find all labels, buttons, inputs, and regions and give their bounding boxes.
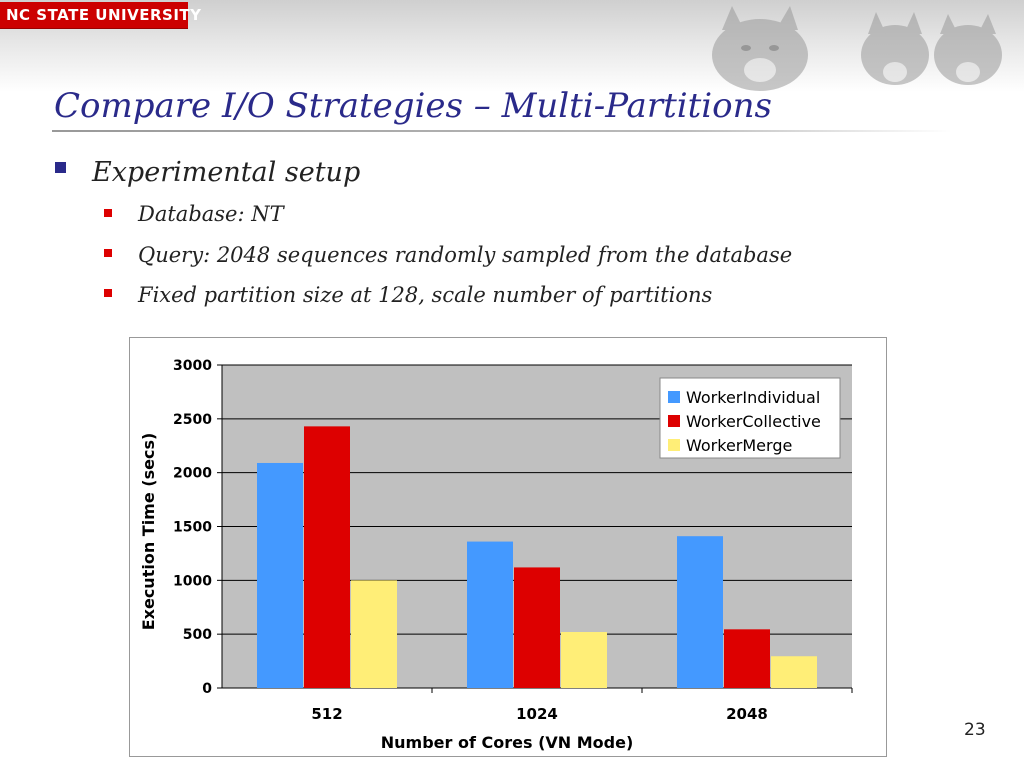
- wolf-photo-banner: [700, 0, 1024, 92]
- bar-WorkerIndividual-512: [257, 463, 303, 688]
- y-tick-label: 500: [182, 627, 212, 644]
- bar-WorkerCollective-2048: [724, 629, 770, 688]
- sub-bullet-database: Database: NT: [138, 202, 284, 226]
- y-tick-label: 2000: [173, 465, 212, 482]
- bar-WorkerMerge-2048: [771, 656, 817, 688]
- bullet-experimental-setup: Experimental setup: [92, 157, 361, 188]
- sub-bullet-query: Query: 2048 sequences randomly sampled from the database: [138, 243, 793, 267]
- y-tick-label: 1500: [173, 519, 212, 536]
- bar-WorkerIndividual-1024: [467, 542, 513, 688]
- x-axis-label: Number of Cores (VN Mode): [380, 733, 634, 752]
- sub-bullet-marker: [104, 289, 112, 297]
- x-tick-label: 2048: [726, 705, 768, 723]
- y-axis-label: Execution Time (secs): [139, 432, 158, 631]
- sub-bullet-partition: Fixed partition size at 128, scale number of partitions: [138, 283, 713, 307]
- bar-WorkerMerge-512: [351, 580, 397, 688]
- legend-label: WorkerMerge: [686, 436, 793, 455]
- legend-swatch: [668, 391, 680, 403]
- legend-label: WorkerCollective: [686, 412, 821, 431]
- x-tick-label: 512: [311, 705, 343, 723]
- title-underline: [52, 130, 952, 132]
- y-tick-label: 0: [202, 681, 212, 697]
- university-logo-text: NC STATE UNIVERSITY: [6, 6, 202, 24]
- bar-WorkerCollective-1024: [514, 567, 560, 688]
- legend-swatch: [668, 415, 680, 427]
- legend-label: WorkerIndividual: [686, 388, 821, 407]
- university-logo: [0, 2, 202, 29]
- x-tick-label: 1024: [516, 705, 558, 723]
- y-tick-label: 2500: [173, 411, 212, 428]
- bar-WorkerCollective-512: [304, 426, 350, 688]
- bar-WorkerMerge-1024: [561, 632, 607, 688]
- y-tick-label: 1000: [173, 573, 212, 590]
- bar-WorkerIndividual-2048: [677, 536, 723, 688]
- legend-swatch: [668, 439, 680, 451]
- sub-bullet-marker: [104, 249, 112, 257]
- slide-title: Compare I/O Strategies – Multi-Partitions: [54, 86, 772, 126]
- execution-time-chart: [129, 337, 887, 757]
- page-number: 23: [964, 720, 986, 740]
- sub-bullet-marker: [104, 209, 112, 217]
- y-tick-label: 3000: [173, 358, 212, 374]
- bullet-marker: [55, 162, 66, 173]
- chart-svg: [130, 338, 886, 756]
